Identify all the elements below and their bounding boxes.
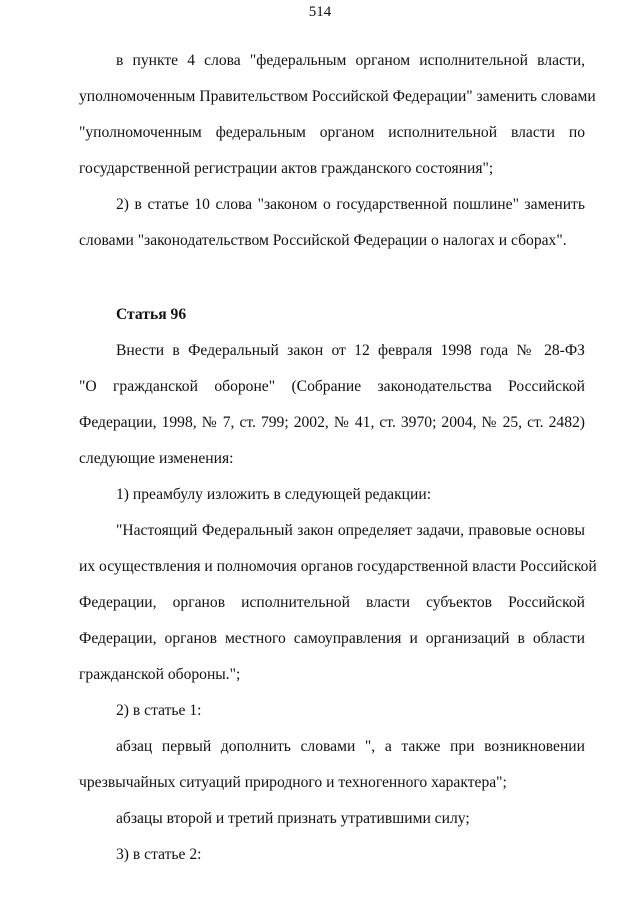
text-line: государственной регистрации актов гражданского состояния"; — [79, 160, 494, 177]
text-line: Федерации, органов местного самоуправления и организаций в области — [79, 630, 585, 647]
text-line: в пункте 4 слова "федеральным органом исполнительной власти, — [116, 52, 585, 69]
document-body — [79, 43, 597, 873]
text-line: уполномоченным Правительством Российской Федерации" заменить словами — [79, 88, 596, 105]
text-line: "Настоящий Федеральный закон определяет задачи, правовые основы — [116, 522, 585, 539]
text-line: "О гражданской обороне" (Собрание законодательства Российской — [79, 378, 585, 395]
text-line: абзацы второй и третий признать утратившими силу; — [116, 810, 470, 827]
text-line: 3) в статье 2: — [116, 846, 202, 863]
text-line: чрезвычайных ситуаций природного и техногенного характера"; — [79, 774, 507, 791]
text-line: 1) преамбулу изложить в следующей редакции: — [116, 486, 432, 503]
text-line: их осуществления и полномочия органов государственной власти Российской — [79, 558, 597, 575]
text-line: следующие изменения: — [79, 450, 234, 467]
text-line: абзац первый дополнить словами ", а также при возникновении — [116, 738, 585, 755]
text-line: 2) в статье 1: — [116, 702, 202, 719]
text-line: Федерации, 1998, № 7, ст. 799; 2002, № 41, ст. 3970; 2004, № 25, ст. 2482) — [79, 414, 585, 431]
text-line: "уполномоченным федеральным органом исполнительной власти по — [79, 124, 585, 141]
text-line: гражданской обороны."; — [79, 666, 241, 683]
text-line: словами "законодательством Российской Федерации о налогах и сборах". — [79, 232, 567, 249]
text-line: Федерации, органов исполнительной власти субъектов Российской — [79, 594, 585, 611]
article-heading: Статья 96 — [116, 306, 187, 323]
page-number: 514 — [308, 4, 332, 20]
text-line: Внести в Федеральный закон от 12 февраля 1998 года № 28-ФЗ — [116, 342, 585, 359]
text-line: 2) в статье 10 слова "законом о государственной пошлине" заменить — [116, 196, 585, 213]
